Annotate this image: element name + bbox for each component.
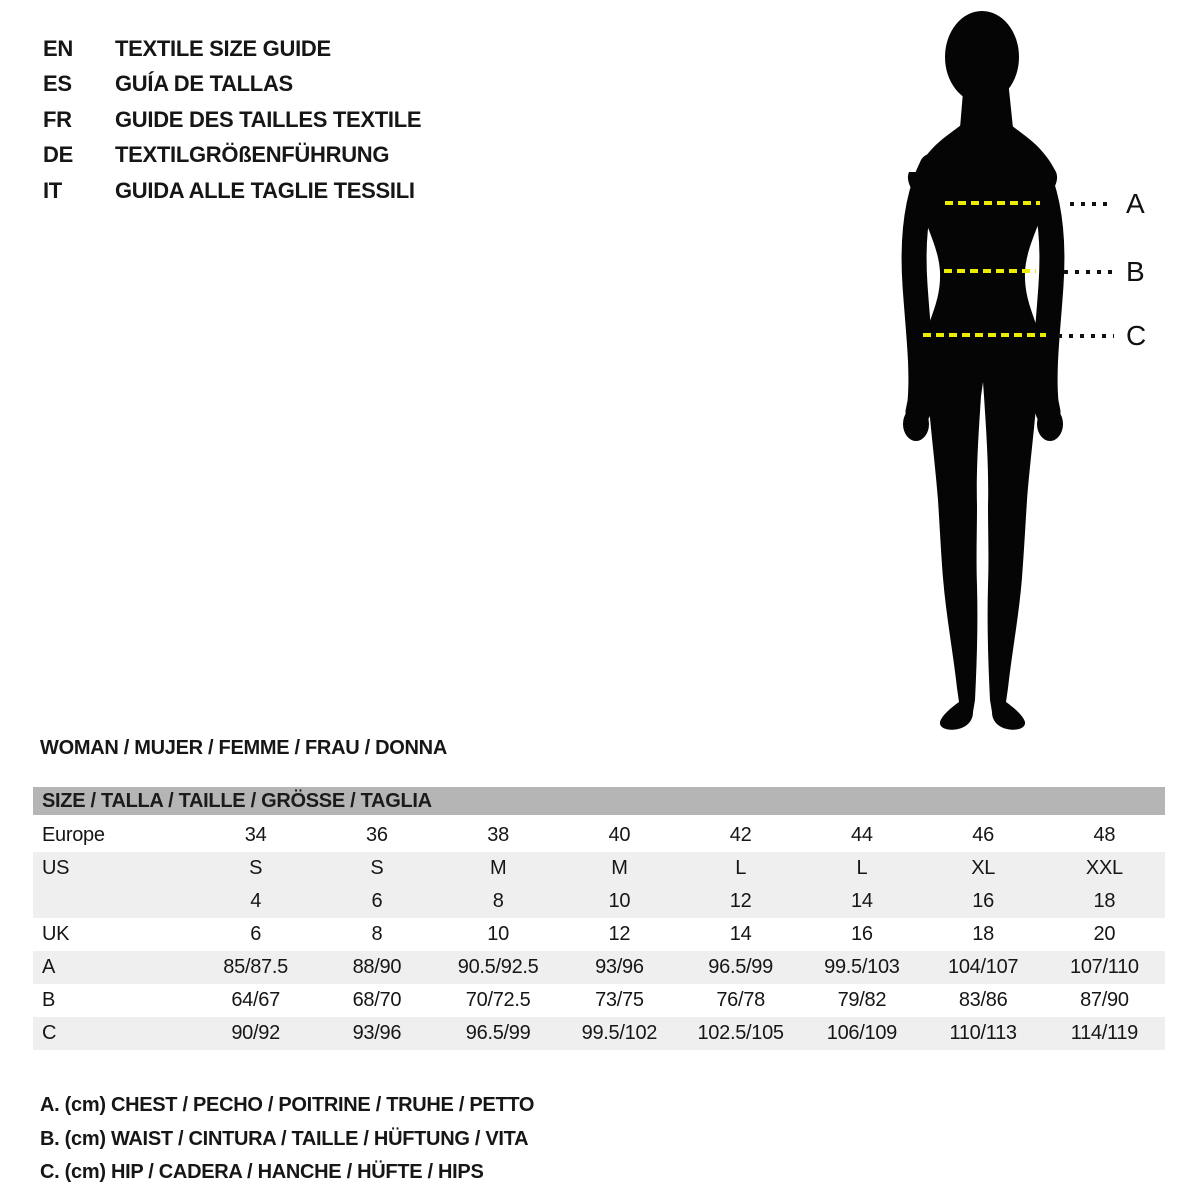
woman-silhouette [903,11,1063,730]
cell: 40 [608,824,631,846]
cell: 110/113 [949,1022,1017,1044]
language-title: GUÍA DE TALLAS [115,71,293,97]
cell: 8 [371,923,383,945]
language-title: TEXTILE SIZE GUIDE [115,35,331,61]
cell: 42 [729,824,752,846]
cell: 18 [972,923,994,945]
cell: 36 [366,824,388,846]
cell: 38 [487,824,509,846]
cell: 34 [244,824,267,846]
gender-title: WOMAN / MUJER / FEMME / FRAU / DONNA [40,737,447,759]
cell: 107/110 [1070,956,1139,978]
cell: 8 [492,890,504,912]
cell: 6 [250,923,262,945]
cell: 96.5/99 [465,1022,531,1044]
cell: XL [971,857,996,879]
row-label: Europe [42,824,105,846]
table-row-chest-a [33,951,1165,984]
cell: 10 [487,923,509,945]
measure-legend [40,1089,534,1190]
row-label: B [42,989,56,1011]
cell: XXL [1085,857,1123,879]
table-row-us [33,852,1165,885]
cell: 93/96 [595,956,644,978]
cell: 12 [729,890,752,912]
cell: 93/96 [352,1022,402,1044]
cell: L [856,857,868,879]
legend-chest: A. (cm) CHEST / PECHO / POITRINE / TRUHE / PETTO [40,1094,535,1116]
legend-waist: B. (cm) WAIST / CINTURA / TAILLE / HÜFTUNG / VITA [40,1127,529,1150]
size-table-header: SIZE / TALLA / TAILLE / GRÖSSE / TAGLIA [33,787,1165,815]
cell: S [249,857,263,879]
woman-silhouette-figure [860,0,1200,745]
cell: 12 [608,923,631,945]
language-code: FR [43,106,72,132]
language-row-fr [43,102,421,138]
language-code: ES [43,71,72,97]
cell: 99.5/102 [581,1022,658,1044]
table-row-waist-b [33,984,1165,1017]
cell: 99.5/103 [824,956,900,978]
silhouette-left-arm [914,166,932,412]
legend-hip: C. (cm) HIP / CADERA / HANCHE / HÜFTE / HIPS [40,1161,484,1183]
cell: 106/109 [826,1022,897,1044]
language-row-es [43,67,421,103]
cell: M [611,857,628,879]
cell: 79/82 [837,989,887,1011]
cell: 20 [1093,923,1116,945]
language-title: GUIDA ALLE TAGLIE TESSILI [115,177,415,203]
cell: 90/92 [231,1022,280,1044]
cell: 44 [851,824,873,846]
cell: 68/70 [352,989,402,1011]
cell: 46 [972,824,994,846]
language-title: GUIDE DES TAILLES TEXTILE [115,106,422,132]
row-label: US [42,857,70,879]
size-table [33,787,1165,1050]
cell: 90.5/92.5 [457,956,539,978]
cell: 76/78 [716,989,765,1011]
row-label: C [42,1022,57,1044]
cell: 83/86 [958,989,1008,1011]
cell: 102.5/105 [697,1022,784,1044]
cell: 18 [1093,890,1116,912]
language-code: EN [43,35,73,61]
language-row-en [43,31,421,67]
cell: M [489,857,507,879]
cell: 16 [851,923,873,945]
language-row-de [43,138,421,174]
table-row-europe [33,819,1165,852]
language-title: TEXTILGRÖßENFÜHRUNG [115,142,390,168]
row-label: A [42,956,56,978]
language-code: IT [43,177,62,203]
cell: 6 [371,890,383,912]
cell: S [370,857,384,879]
cell: 85/87.5 [223,956,288,978]
language-row-it [43,173,421,209]
cell: 4 [250,890,262,912]
marker-label-a: A [1126,188,1145,219]
cell: 10 [608,890,631,912]
cell: 87/90 [1080,989,1129,1011]
cell: L [735,857,747,879]
table-row-hip-c [33,1017,1165,1050]
cell: 104/107 [948,956,1019,978]
silhouette-left-hand [903,407,929,441]
table-row-uk [33,918,1165,951]
table-row-us-numeric [33,885,1165,918]
cell: 70/72.5 [465,989,531,1011]
row-label [33,885,195,918]
cell: 96.5/99 [708,956,773,978]
cell: 73/75 [595,989,644,1011]
language-code: DE [43,142,73,168]
marker-label-c: C [1126,320,1147,351]
language-list [43,31,421,209]
silhouette-right-hand [1037,407,1063,441]
cell: 48 [1093,824,1116,846]
cell: 114/119 [1070,1022,1138,1044]
row-label: UK [42,923,70,945]
cell: 14 [729,923,752,945]
cell: 16 [972,890,994,912]
cell: 64/67 [231,989,280,1011]
marker-label-b: B [1126,256,1145,287]
cell: 88/90 [352,956,402,978]
cell: 14 [851,890,873,912]
